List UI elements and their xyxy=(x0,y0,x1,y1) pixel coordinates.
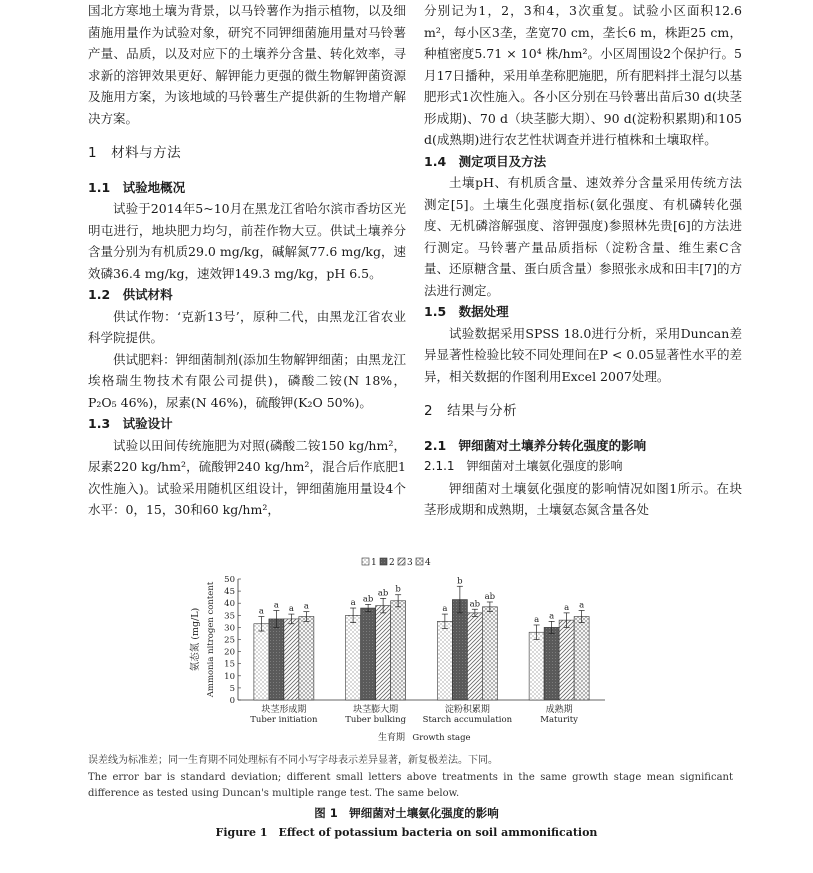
section-1-title: 1 材料与方法 xyxy=(88,145,182,161)
chart-legend xyxy=(362,558,431,568)
intro-paragraph: 国北方寒地土壤为背景，以马铃薯作为指示植物，以及细菌施用量作为试验对象，研究不同钾细菌施用量对马铃薯产量、品质，以及对应下的土壤养分含量、转化效率，寻求新的溶钾效果更好、解钾能力更强的微生物解钾菌资源及施用方案，为该地域的马铃薯生产提供新的生物增产解决方案。 xyxy=(88,3,406,126)
x-tick-label-zh: 成熟期 xyxy=(545,705,573,715)
section-2-title: 2 结果与分析 xyxy=(424,403,518,419)
significance-letter: a xyxy=(579,600,585,611)
section-1-2-title: 1.2 供试材料 xyxy=(88,287,173,302)
legend-swatch-3 xyxy=(398,558,405,565)
bar-4-0 xyxy=(299,617,314,700)
significance-letter: b xyxy=(457,576,463,587)
bar-1-2 xyxy=(437,621,452,700)
left-column xyxy=(88,0,406,521)
section-1-1-text: 试验于2014年5~10月在黑龙江省哈尔滨市香坊区光明屯进行，地块肥力均匀，前茬作物大豆。供试土壤养分含量分别为有机质29.0 mg/kg，碱解氮77.6 mg/kg，速效磷36.4 mg/kg，速效钾149.3 mg/kg，pH 6.5。 xyxy=(88,201,406,281)
legend-label-4: 4 xyxy=(425,558,431,568)
legend-swatch-1 xyxy=(362,558,369,565)
x-axis-label-zh: 生育期 xyxy=(377,733,406,743)
bar-1-1 xyxy=(346,615,361,700)
legend-label-3: 3 xyxy=(407,558,413,568)
y-tick-label: 15 xyxy=(224,659,235,670)
section-1-5-text: 试验数据采用SPSS 18.0进行分析，采用Duncan差异显著性检验比较不同处理间在P < 0.05显著性水平的差异，相关数据的作图利用Excel 2007处理。 xyxy=(424,325,742,384)
significance-letter: a xyxy=(350,598,356,609)
bar-2-0 xyxy=(269,619,284,700)
significance-letter: a xyxy=(549,611,555,622)
y-tick-label: 10 xyxy=(224,671,235,682)
significance-letter: ab xyxy=(377,588,389,599)
x-tick-label-zh: 块茎形成期 xyxy=(261,705,307,715)
y-axis-label-zh: 氨态氮 (mg/L) xyxy=(190,607,201,672)
x-axis-label-en: Growth stage xyxy=(412,733,471,743)
figure-1-chart xyxy=(140,555,673,755)
x-tick-label-en: Starch accumulation xyxy=(422,715,513,725)
section-1-3-title: 1.3 试验设计 xyxy=(88,416,173,431)
section-1-3-continued: 分别记为1，2，3和4，3次重复。试验小区面积12.6 m²，每小区3垄，垄宽70 cm，垄长6 m，株距25 cm，种植密度5.71 × 10⁴ 株/hm²。小区周围设2个保护行。5月17日播种，采用单垄称肥施肥，所有肥料拌土混匀以基肥形式1次性施入。各小区分别在马铃薯出苗后30 d(块茎形成期)、70 d（块茎膨大期）、90 d(淀粉积累期)和105 d(成熟期)进行农艺性状调查并进行植株和土壤取样。 xyxy=(424,3,742,147)
bar-3-0 xyxy=(284,619,299,700)
section-1-1-title: 1.1 试验地概况 xyxy=(88,179,186,195)
legend-swatch-4 xyxy=(416,558,423,565)
significance-letter: a xyxy=(303,601,309,612)
figure-title-en: Figure 1 Effect of potassium bacteria on soil ammonification xyxy=(215,826,598,839)
bar-2-1 xyxy=(361,608,376,700)
figure-title-zh: 图 1 钾细菌对土壤氨化强度的影响 xyxy=(314,806,499,820)
section-1-4-text: 土壤pH、有机质含量、速效养分含量采用传统方法测定[5]。土壤生化强度指标(氨化强度、有机磷转化强度、无机磷溶解强度、溶钾强度)参照林先贵[6]的方法进行测定。马铃薯产量品质指标（淀粉含量、维生素C含量、还原糖含量、蛋白质含量）参照张永成和田丰[7]的方法进行测定。 xyxy=(424,175,742,298)
section-1-5-title: 1.5 数据处理 xyxy=(424,304,509,319)
bar-4-1 xyxy=(391,601,406,700)
section-2-1-1-text: 钾细菌对土壤氨化强度的影响情况如图1所示。在块茎形成期和成熟期，土壤氨态氮含量各处 xyxy=(424,480,742,517)
chart-bars xyxy=(254,576,589,700)
section-2-1-title: 2.1 钾细菌对土壤养分转化强度的影响 xyxy=(424,437,647,453)
y-tick-label: 50 xyxy=(224,575,235,585)
y-tick-label: 25 xyxy=(224,635,235,646)
x-tick-label-zh: 块茎膨大期 xyxy=(353,705,399,715)
legend-label-2: 2 xyxy=(389,558,395,568)
legend-swatch-2 xyxy=(380,558,387,565)
bar-3-3 xyxy=(559,620,574,700)
bar-2-2 xyxy=(452,600,467,700)
bar-1-0 xyxy=(254,624,269,700)
significance-letter: ab xyxy=(484,591,496,602)
y-tick-label: 40 xyxy=(224,599,235,610)
significance-letter: a xyxy=(273,600,279,611)
y-tick-label: 45 xyxy=(224,587,235,598)
y-tick-label: 35 xyxy=(224,611,235,622)
section-2-1-1-title: 2.1.1 钾细菌对土壤氨化强度的影响 xyxy=(424,459,623,473)
section-1-4-title: 1.4 测定项目及方法 xyxy=(424,153,547,169)
significance-letter: a xyxy=(288,604,294,615)
x-tick-label-en: Maturity xyxy=(540,715,578,725)
figure-caption-zh: 误差线为标准差；同一生育期不同处理标有不同小写字母表示差异显著，新复极差法。下同。 xyxy=(88,755,498,766)
bar-4-2 xyxy=(482,607,497,700)
significance-letter: a xyxy=(258,606,264,617)
bar-3-1 xyxy=(376,606,391,700)
y-tick-label: 0 xyxy=(229,696,235,706)
significance-letter: a xyxy=(442,604,448,615)
legend-label-1: 1 xyxy=(371,558,377,568)
significance-letter: a xyxy=(534,614,540,625)
x-tick-label-zh: 淀粉积累期 xyxy=(444,705,490,715)
section-1-2-text-2: 供试肥料：钾细菌制剂(添加生物解钾细菌；由黑龙江埃格瑞生物技术有限公司提供)，磷酸二铵(N 18%，P₂O₅ 46%)，尿素(N 46%)，硫酸钾(K₂O 50%)。 xyxy=(88,351,406,410)
bar-2-3 xyxy=(544,627,559,700)
bar-4-3 xyxy=(574,617,589,700)
y-tick-label: 20 xyxy=(224,647,235,658)
y-tick-label: 30 xyxy=(224,623,235,634)
chart-labels xyxy=(250,703,578,743)
significance-letter: b xyxy=(395,584,401,595)
x-tick-label-en: Tuber bulking xyxy=(345,715,407,725)
y-tick-label: 5 xyxy=(229,683,235,694)
significance-letter: ab xyxy=(469,599,481,610)
x-tick-label-en: Tuber initiation xyxy=(250,715,318,725)
section-1-3-text: 试验以田间传统施肥为对照(磷酸二铵150 kg/hm²，尿素220 kg/hm²，硫酸钾240 kg/hm²，混合后作底肥1次性施入)。试验采用随机区组设计，钾细菌施用量设4个水平：0，15，30和60 kg/hm²， xyxy=(88,437,406,517)
significance-letter: a xyxy=(564,602,570,613)
significance-letter: ab xyxy=(362,594,374,605)
right-column xyxy=(424,0,742,521)
bar-3-2 xyxy=(467,613,482,700)
figure-caption-en: The error bar is standard deviation; different small letters above treatments in the same growth stage mean significant difference as tested using Duncan's multiple range test. The same below. xyxy=(88,772,733,799)
section-1-2-text-1: 供试作物：‘克新13号’，原种二代，由黑龙江省农业科学院提供。 xyxy=(88,308,406,345)
bar-1-3 xyxy=(529,632,544,700)
y-axis-label-en: Ammonia nitrogen content xyxy=(206,581,216,698)
